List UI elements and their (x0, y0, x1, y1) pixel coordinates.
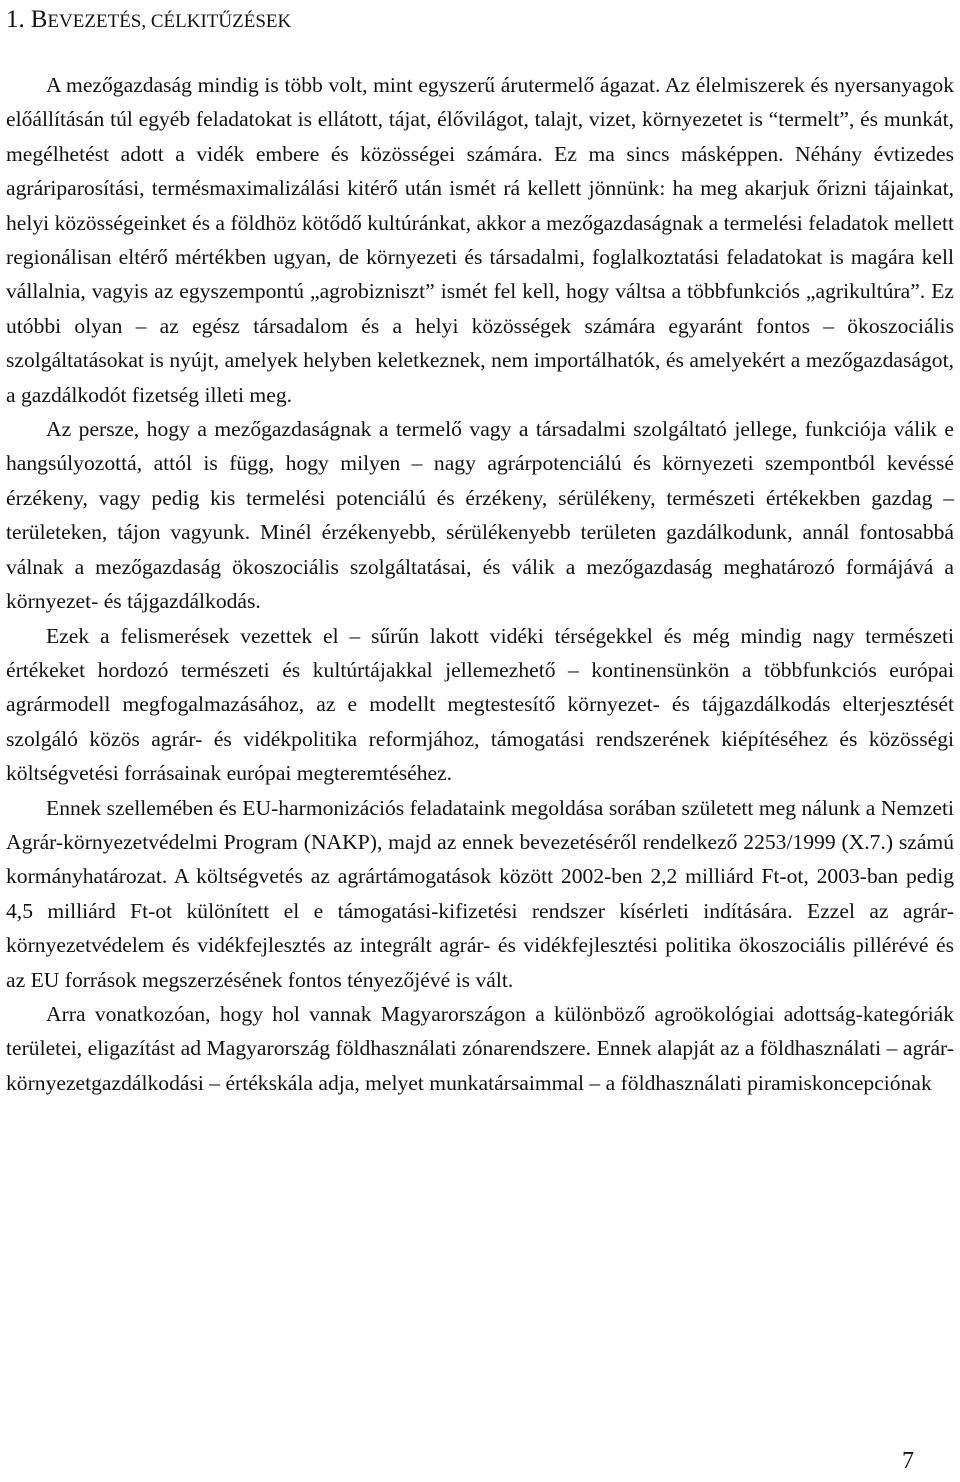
chapter-title-initial: B (30, 6, 48, 33)
body-paragraph: A mezőgazdaság mindig is több volt, mint egyszerű árutermelő ágazat. Az élelmiszerek és nyersanyagok előállításán túl egyéb feladatokat is ellátott, tájat, élővilágot, talajt, vizet, környezetet is “termelt”, és munkát, megélhetést adott a vidék embere és közösségei számára. Ez ma sincs másképpen. Néhány évtizedes agráriparosítási, termésmaximalizálási kitérő után ismét rá kellett jönnünk: ha meg akarjuk őrizni tájainkat, helyi közösségeinket és a földhöz kötődő kultúránkat, akkor a mezőgazdaságnak a termelési feladatok mellett regionálisan eltérő mértékben ugyan, de környezeti és társadalmi, foglalkoztatási feladatokat is magára kell vállalnia, vagyis az egyszempontú „agrobizniszt” ismét fel kell, hogy váltsa a többfunkciós „agrikultúra”. Ez utóbbi olyan – az egész társadalom és a helyi közösségek számára egyaránt fontos – ökoszociális szolgáltatásokat is nyújt, amelyek helyben keletkeznek, nem importálhatók, és amelyekért a mezőgazdaságot, a gazdálkodót fizetség illeti meg. (6, 73, 954, 407)
page-number: 7 (902, 1448, 914, 1474)
body-paragraph: Ennek szellemében és EU-harmonizációs feladataink megoldása sorában született meg nálunk a Nemzeti Agrár-környezetvédelmi Program (NAKP), majd az ennek bevezetéséről rendelkező 2253/1999 (X.7.) számú kormányhatározat. A költségvetés az agrártámogatások között 2002-ben 2,2 milliárd Ft-ot, 2003-ban pedig 4,5 milliárd Ft-ot különített el e támogatási-kifizetési rendszer kísérleti indítására. Ezzel az agrár-környezetvédelem és vidékfejlesztés az integrált agrár- és vidékfejlesztési politika ökoszociális pillérévé és az EU források megszerzésének fontos tényezőjévé is vált. (6, 795, 954, 992)
chapter-title-rest: EVEZETÉS, CÉLKITŰZÉSEK (47, 11, 292, 32)
document-page (6, 0, 954, 1100)
chapter-number: 1. (6, 6, 25, 33)
chapter-heading (6, 0, 954, 40)
body-paragraph: Ezek a felismerések vezettek el – sűrűn lakott vidéki térségekkel és még mindig nagy természeti értékeket hordozó természeti és kultúrtájakkal jellemezhető – kontinensünkön a többfunkciós európai agrármodell megfogalmazásához, az e modellt megtestesítő környezet- és tájgazdálkodás elterjesztését szolgáló közös agrár- és vidékpolitika reformjához, támogatási rendszerének kiépítéséhez és közösségi költségvetési forrásainak európai megteremtéséhez. (6, 623, 954, 786)
body-paragraph: Arra vonatkozóan, hogy hol vannak Magyarországon a különböző agroökológiai adottság-kategóriák területei, eligazítást ad Magyarország földhasználati zónarendszere. Ennek alapját az a földhasználati – agrár-környezetgazdálkodási – értékskála adja, melyet munkatársaimmal – a földhasználati piramiskoncepciónak (6, 1001, 954, 1095)
body-paragraph: Az persze, hogy a mezőgazdaságnak a termelő vagy a társadalmi szolgáltató jellege, funkciója válik e hangsúlyozottá, attól is függ, hogy milyen – nagy agrárpotenciálú és környezeti szempontból kevéssé érzékeny, vagy pedig kis termelési potenciálú és érzékeny, sérülékeny, természeti értékekben gazdag – területeken, tájon vagyunk. Minél érzékenyebb, sérülékenyebb területen gazdálkodunk, annál fontosabbá válnak a mezőgazdaság ökoszociális szolgáltatásai, és válik a mezőgazdaság meghatározó formájává a környezet- és tájgazdálkodás. (6, 417, 954, 614)
